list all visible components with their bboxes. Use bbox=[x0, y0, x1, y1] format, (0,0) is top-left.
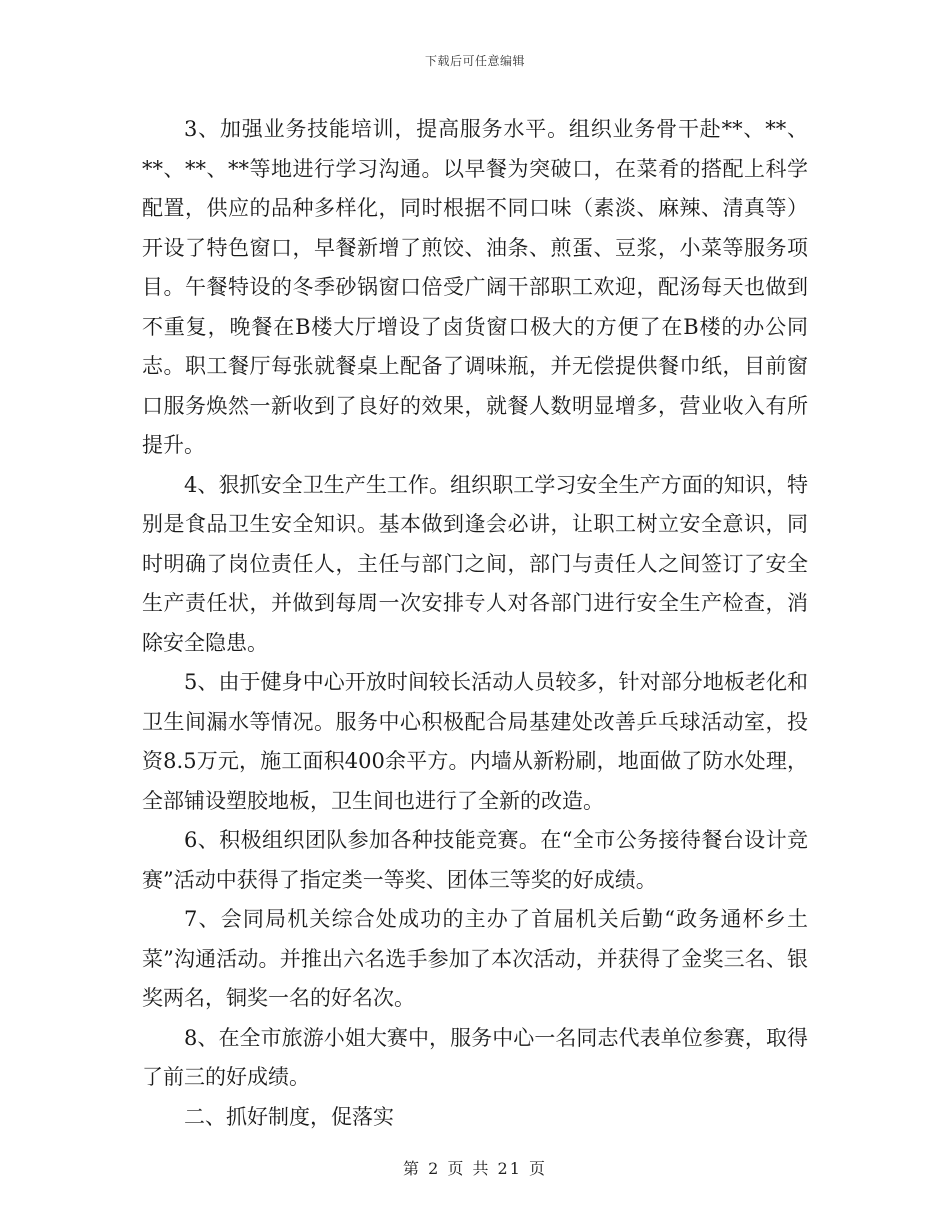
paragraph-item-6: 6、积极组织团队参加各种技能竞赛。在“全市公务接待餐台设计竞赛”活动中获得了指定类一等奖、团体三等奖的好成绩。 bbox=[142, 828, 808, 892]
paragraph-item-4: 4、狠抓安全卫生产生工作。组织职工学习安全生产方面的知识，特别是食品卫生安全知识。基本做到逢会必讲，让职工树立安全意识，同时明确了岗位责任人，主任与部门之间，部门与责任人之间签订了安全生产责任状，并做到每周一次安排专人对各部门进行安全生产检查，消除安全隐患。 bbox=[142, 472, 808, 655]
paragraph-item-8: 8、在全市旅游小姐大赛中，服务中心一名同志代表单位参赛，取得了前三的好成绩。 bbox=[142, 1025, 808, 1089]
paragraph-item-3: 3、加强业务技能培训，提高服务水平。组织业务骨干赴**、**、**、**、**等地进行学习沟通。以早餐为突破口，在菜肴的搭配上科学配置，供应的品种多样化，同时根据不同口味（素淡、麻辣、清真等）开设了特色窗口，早餐新增了煎饺、油条、煎蛋、豆浆，小菜等服务项目。午餐特设的冬季砂锅窗口倍受广阔干部职工欢迎，配汤每天也做到不重复，晚餐在B楼大厅增设了卤货窗口极大的方便了在B楼的办公同志。职工餐厅每张就餐桌上配备了调味瓶，并无偿提供餐巾纸，目前窗口服务焕然一新收到了良好的效果，就餐人数明显增多，营业收入有所提升。 bbox=[142, 117, 808, 457]
page-header: 下载后可任意编辑 bbox=[424, 54, 525, 68]
section-heading: 二、抓好制度，促落实 bbox=[184, 1104, 394, 1129]
paragraph-item-5: 5、由于健身中心开放时间较长活动人员较多，针对部分地板老化和卫生间漏水等情况。服务中心积极配合局基建处改善乒乓球活动室，投资8.5万元，施工面积400余平方。内墙从新粉刷，地面做了防水处理，全部铺设塑胶地板，卫生间也进行了全新的改造。 bbox=[142, 670, 808, 813]
page-number: 第 2 页 共 21 页 bbox=[403, 1159, 547, 1178]
paragraph-item-7: 7、会同局机关综合处成功的主办了首届机关后勤“政务通杯乡土菜”沟通活动。并推出六名选手参加了本次活动，并获得了金奖三名、银奖两名，铜奖一名的好名次。 bbox=[142, 907, 808, 1010]
document-body bbox=[142, 110, 808, 1137]
